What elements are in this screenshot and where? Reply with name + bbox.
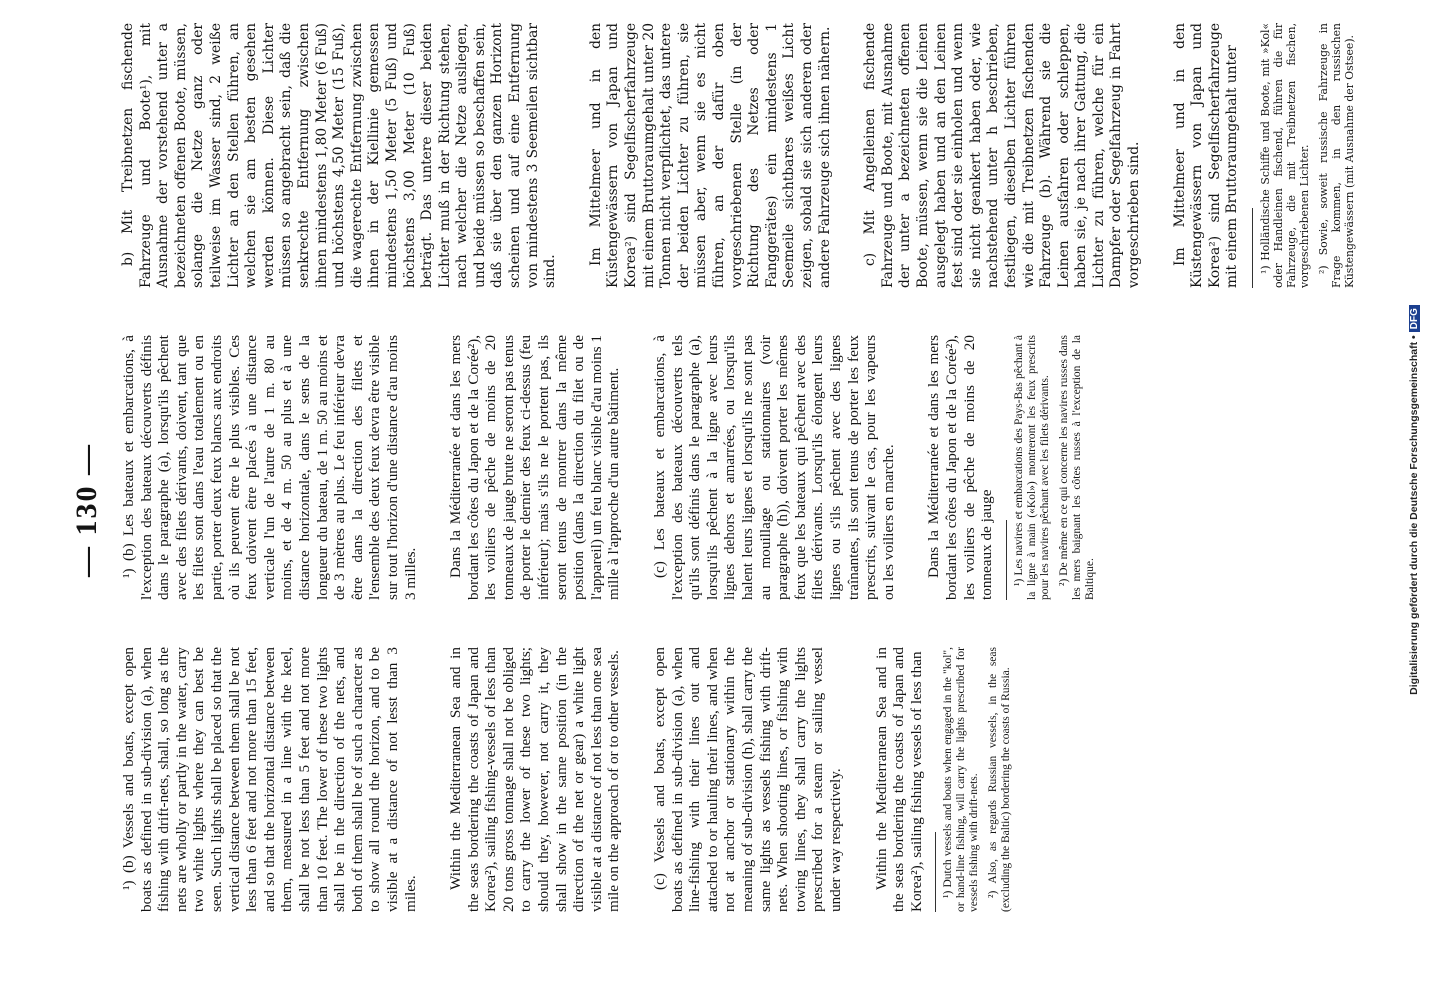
german-footnote-2: ²) Sowie, soweit russische Fahrzeuge in Frage kommen, in den russischen Küstengewässern (mit Ausnahme der Ostsee). [1317,23,1357,288]
french-paragraph-mediterranee-c: Dans la Méditerranée et dans les mers bordant les côtes du Japon et de la Corée²), les voiliers de pêche de moins de 20 tonneaux de jauge [925,335,996,600]
credit-text: Digitalisierung gefördert durch die Deutsche Forschungsgemeinschaft • [1408,335,1420,695]
dfg-logo: DFG [1409,305,1420,332]
german-paragraph-c: c) Mit Angelleinen fischende Fahrzeuge und Boote, mit Ausnahme der unter a bezeichneten offenen Boote, müssen, wenn sie die Leinen ausgelegt haben und an den Leinen fest sind oder sie einholen und wenn sie nicht geankert haben oder, wie nachstehend unter h beschrieben, festliegen, dieselben Lichter führen wie die mit Treibnetzen fischenden Fahrzeuge (b). Während sie die Leinen ausfahren oder schleppen, haben sie, je nach ihrer Gattung, die Lichter zu führen, welche für ein Dampfer oder Segelfahrzeug in Fahrt vorgeschrieben sind. [862,23,1143,288]
page-number: — 130 — [70,443,103,577]
footnote-divider [1006,520,1007,600]
english-paragraph-mediterranean-c: Within the Mediterranean Sea and in the seas bordering the coasts of Japan and Korea²), sailing fishing vessels of less than [872,647,925,912]
german-column [120,23,1362,288]
english-paragraph-c: (c) Vessels and boats, except open boats as defined in sub-division (a), when line-fishing with their lines out and attached to or hauling their lines, and when not at anchor or stationary within the meaning of sub-division (h), shall carry the same lights as vessels fishing with drift-nets. When shooting lines, or fishing with towing lines, they shall carry the lights prescribed for a steam or sailing vessel under way respectively. [651,647,844,912]
french-paragraph-c: (c) Les bateaux et embarcations, à l'exception des bateaux découverts tels qu'ils sont définis dans le paragraphe (a), lorsqu'ils pêchent à la ligne avec leurs lignes dehors et amarrées, ou lorsqu'ils halent leurs lignes et lorsqu'ils ne sont pas au mouillage ou stationnaires (voir paragraphe (h)), doivent porter les mêmes feux que les bateaux qui pêchent avec des filets dérivants. Lorsqu'ils élongent leurs lignes ou s'ils pêchent avec des lignes traînantes, ils sont tenus de porter les feux prescrits, suivant le cas, pour les vapeurs ou les voiliers en marche. [651,335,897,600]
french-column [120,335,1103,600]
footnote-divider [935,832,936,912]
german-paragraph-mittelmeer-b: Im Mittelmeer und in den Küstengewässern von Japan und Korea²) sind Segelfischerfahrzeuge mit einem Bruttoraumgehalt unter 20 Tonnen nicht verpflichtet, das untere der beiden Lichter zu führen, sie müssen aber, wenn sie es nicht führen, an der dafür oben vorgeschriebenen Stelle (in der Richtung des Netzes oder Fanggerätes) ein mindestens 1 Seemeile sichtbares weißes Licht zeigen, sobald sie sich anderen oder andere Fahrzeuge sich ihnen nähern. [587,23,833,288]
german-paragraph-b: b) Mit Treibnetzen fischende Fahrzeuge und Boote¹), mit Ausnahme der vorstehend unter a bezeichneten offenen Boote, müssen, solange die Netze ganz oder teilweise im Wasser sind, 2 weiße Lichter an den Stellen führen, an welchen sie am besten gesehen werden können. Diese Lichter müssen so angebracht sein, daß die senkrechte Entfernung zwischen ihnen mindestens 1,80 Meter (6 Fuß) und höchstens 4,50 Meter (15 Fuß), die wagerechte Entfernung zwischen ihnen in der Kiellinie gemessen mindestens 1,50 Meter (5 Fuß) und höchstens 3,00 Meter (10 Fuß) beträgt. Das untere dieser beiden Lichter muß in der Richtung stehen, nach welcher die Netze ausliegen, und beide müssen so beschaffen sein, daß sie über den ganzen Horizont scheinen und auf eine Entfernung von mindestens 3 Seemeilen sichtbar sind. [120,23,559,288]
french-footnote-2: ²) De même en ce qui concerne les navires russes dans les mers baignant les côtes russes à l'exception de la Baltique. [1057,335,1096,600]
german-footnote-1: ¹) Holländische Schiffe und Boote, mit »Kol« oder Handleinen fischend, führen die für Fahrzeuge, die mit Treibnetzen fischen, vorgeschriebenen Lichter. [1259,23,1312,288]
english-paragraph-mediterranean-b: Within the Mediterranean Sea and in the seas bordering the coasts of Japan and Korea²), sailing fishing-vessels of less than 20 tons gross tonnage shall not be obliged to carry the lower of these two lights; should they, however, not carry it, they shall show in the same position (in the direction of the net or gear) a white light visible at a distance of not less than one sea mile on the approach of or to other vessels. [447,647,623,912]
footnote-divider [1252,208,1253,288]
english-paragraph-b: ¹) (b) Vessels and boats, except open boats as defined in sub-division (a), when fishing with drift-nets, shall, so long as the nets are wholly or partly in the water, carry two white lights where they can best be seen. Such lights shall be placed so that the vertical distance between them shall be not less than 6 feet and not more than 15 feet, and so that the horizontal distance between them, measured in a line with the keel, shall be not less than 5 feet and not more than 10 feet. The lower of these two lights shall be in the direction of the nets, and both of them shall be of such a character as to show all round the horizon, and to be visible at a distance of not lesst than 3 miles. [120,647,419,912]
french-footnote-1: ¹) Les navires et embarcations des Pays-Bas pêchant à la ligne à main («Kol») montreront les feux prescrits pour les navires pêchant avec les filets dérivants. [1012,335,1051,600]
german-paragraph-mittelmeer-c: Im Mittelmeer und in den Küstengewässern von Japan und Korea²) sind Segelfischerfahrzeuge mit einem Bruttoraumgehalt unter [1171,23,1241,288]
digitization-credit [1408,0,1420,1000]
english-column [120,647,1019,912]
french-paragraph-mediterranee-b: Dans la Méditerranée et dans les mers bordant les côtes du Japon et de la Corée²), les voiliers de pêche de moins de 20 tonneaux de jauge brute ne seront pas tenus de porter le dernier des feux ci-dessus (feu inférieur); mais s'ils ne le portent pas, ils seront tenus de montrer dans la même position (dans la direction du filet ou de l'appareil) un feu blanc visible d'au moins 1 mille à l'approche d'un autre bâtiment. [447,335,623,600]
english-footnote-1: ¹) Dutch vessels and boats when engaged in the "kol", or hand-line fishing, will carry the lights prescribed for vessels fishing with drift-nets. [942,647,981,912]
english-footnote-2: ²) Also, as regards Russian vessels, in the seas (excluding the Baltic) bordering the coasts of Russia. [987,647,1013,912]
french-paragraph-b: ¹) (b) Les bateaux et embarcations, à l'exception des bateaux découverts définis dans le paragraphe (a), lorsqu'ils pêchent avec des filets dérivants, doivent, tant que les filets sont dans l'eau totalement ou en partie, porter deux feux blancs aux endroits où ils peuvent être le plus visibles. Ces feux doivent être placés à une distance verticale l'un de l'autre de 1 m. 80 au moins, et de 4 m. 50 au plus et à une distance horizontale, dans le sens de la longueur du bateau, de 1 m. 50 au moins et de 3 mètres au plus. Le feu inférieur devra être dans la direction des filets et l'ensemble des deux feux devra être visible sur tout l'horizon d'une distance d'au moins 3 milles. [120,335,419,600]
